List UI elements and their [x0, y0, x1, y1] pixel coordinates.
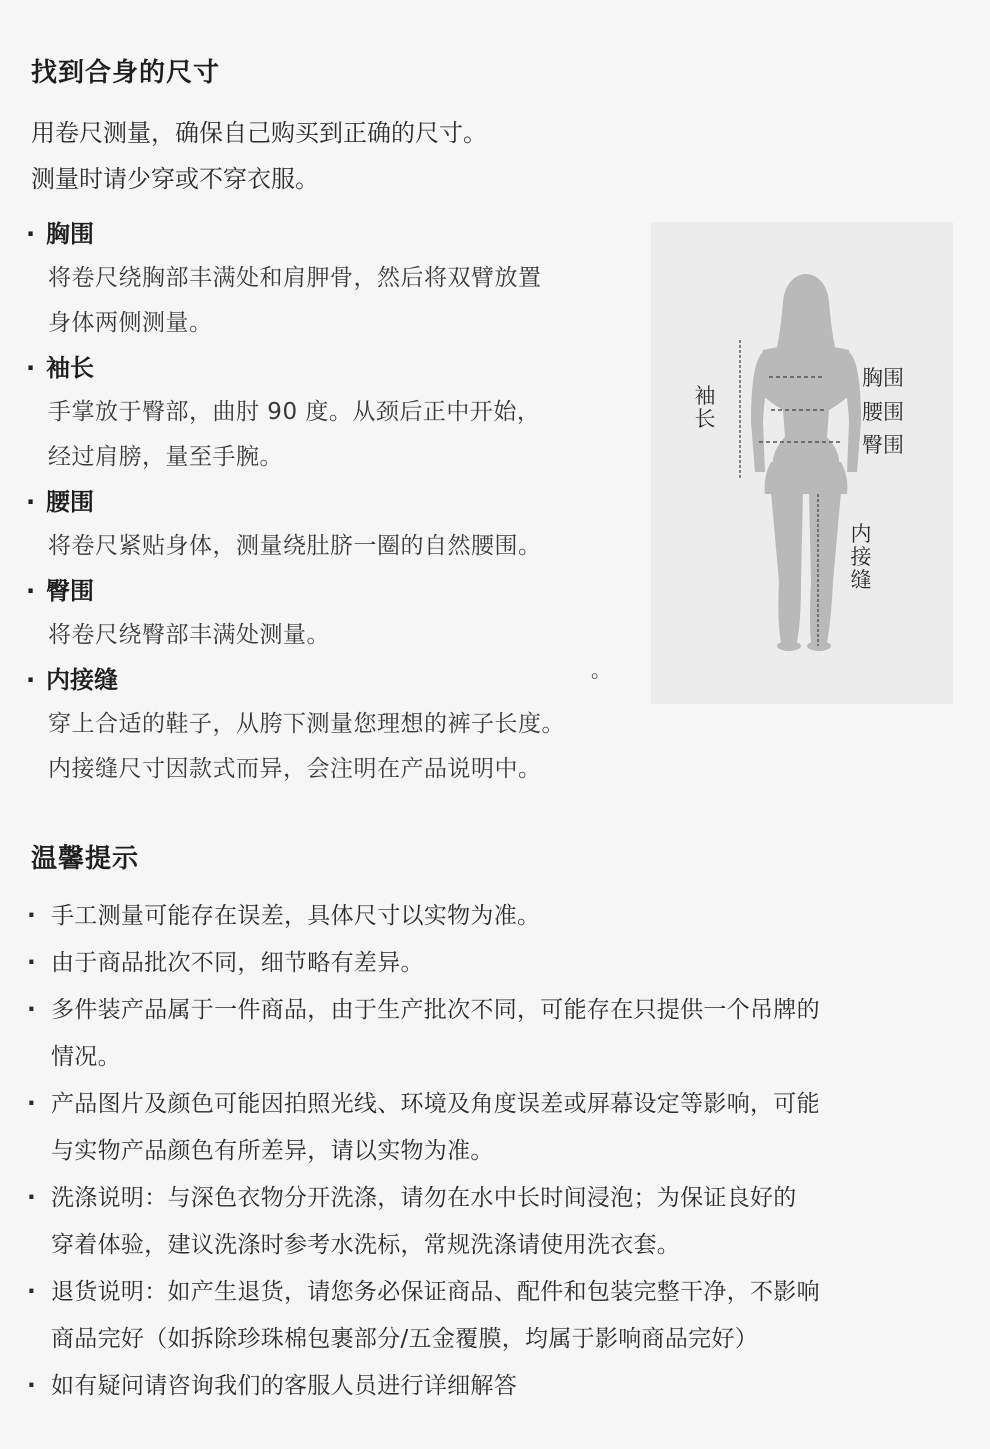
bullet: ·: [26, 354, 36, 382]
bullet: ·: [26, 220, 36, 248]
bullet: ·: [26, 577, 36, 605]
measurement-title-inseam: · 内接缝: [26, 658, 666, 702]
tip-item: · 如有疑问请咨询我们的客服人员进行详细解答: [27, 1363, 957, 1410]
measurement-title-sleeve: · 袖长: [26, 346, 666, 390]
bullet: ·: [27, 1373, 36, 1399]
measurement-desc: 将卷尺绕胸部丰满处和肩胛骨，然后将双臂放置: [48, 265, 542, 291]
tip-item: · 手工测量可能存在误差，具体尺寸以实物为准。: [27, 893, 957, 940]
measurement-desc: 经过肩膀，量至手腕。: [48, 444, 283, 470]
measurement-title-hip: · 臀围: [26, 569, 666, 613]
bullet: ·: [27, 1185, 36, 1211]
tip-item: · 产品图片及颜色可能因拍照光线、环境及角度误差或屏幕设定等影响，可能 与实物产品颜色有所差异，请以实物为准。: [27, 1081, 957, 1175]
measurement-desc: 手掌放于臀部，曲肘 90 度。从颈后正中开始，: [48, 399, 541, 425]
bullet: ·: [26, 488, 36, 516]
bullet: ·: [27, 950, 36, 976]
measurement-desc: 身体两侧测量。: [48, 310, 213, 336]
tips-title: 温馨提示: [31, 844, 140, 874]
tip-item: · 退货说明：如产生退货，请您务必保证商品、配件和包装完整干净，不影响 商品完好（如拆除珍珠棉包裹部分/五金覆膜，均属于影响商品完好）: [27, 1269, 957, 1363]
stray-punctuation: 。: [591, 658, 611, 682]
measurement-list: [26, 212, 666, 792]
tip-item: · 由于商品批次不同，细节略有差异。: [27, 940, 957, 987]
bullet: ·: [27, 903, 36, 929]
measurement-desc: 将卷尺绕臀部丰满处测量。: [48, 622, 330, 648]
inseam-label: 内接缝: [850, 522, 872, 592]
tip-item: · 洗涤说明：与深色衣物分开洗涤，请勿在水中长时间浸泡；为保证良好的 穿着体验，建议洗涤时参考水洗标，常规洗涤请使用洗衣套。: [27, 1175, 957, 1269]
measurement-desc: 内接缝尺寸因款式而异，会注明在产品说明中。: [48, 756, 542, 782]
chest-label: 胸围: [862, 366, 904, 390]
intro-text: [31, 110, 487, 202]
body-silhouette-icon: [651, 222, 953, 704]
hip-label: 臀围: [862, 433, 904, 457]
bullet: ·: [27, 1279, 36, 1305]
intro-line: 测量时请少穿或不穿衣服。: [31, 165, 319, 193]
measurement-desc: 将卷尺紧贴身体，测量绕肚脐一圈的自然腰围。: [48, 533, 542, 559]
bullet: ·: [26, 666, 36, 694]
measurement-title-chest: · 胸围: [26, 212, 666, 256]
tip-item: · 多件装产品属于一件商品，由于生产批次不同，可能存在只提供一个吊牌的 情况。: [27, 987, 957, 1081]
page-title: 找到合身的尺寸: [31, 58, 221, 88]
sleeve-label: 袖长: [694, 384, 716, 431]
measurement-title-waist: · 腰围: [26, 480, 666, 524]
bullet: ·: [27, 997, 36, 1023]
tips-list: [27, 893, 957, 1410]
measurement-desc: 穿上合适的鞋子，从胯下测量您理想的裤子长度。: [48, 711, 565, 737]
intro-line: 用卷尺测量，确保自己购买到正确的尺寸。: [31, 119, 487, 147]
measurement-figure: [651, 222, 953, 704]
waist-label: 腰围: [862, 400, 904, 424]
bullet: ·: [27, 1091, 36, 1117]
